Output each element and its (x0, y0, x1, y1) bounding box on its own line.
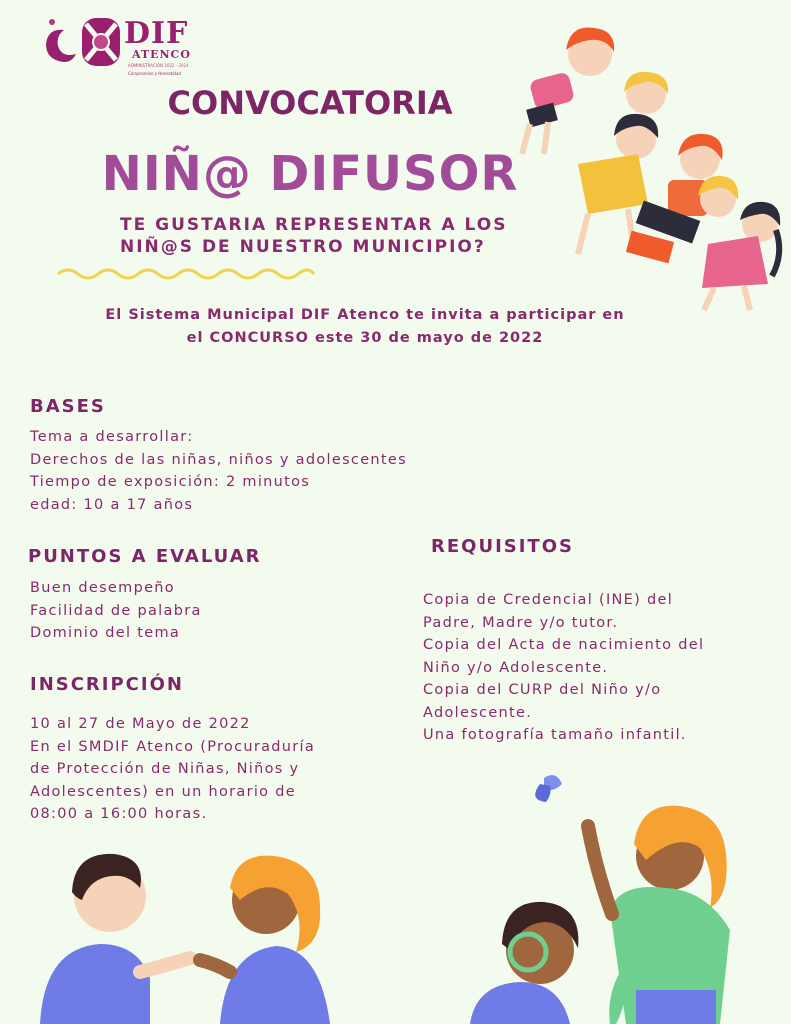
requisitos-list (423, 589, 783, 747)
inscripcion-line: Adolescentes) en un horario de (30, 783, 296, 800)
question-line: NIÑ@S DE NUESTRO MUNICIPIO? (120, 237, 486, 257)
requisitos-line: Copia de Credencial (INE) del (423, 592, 674, 608)
requisitos-line: Copia del CURP del Niño y/o (423, 682, 662, 698)
requisitos-line: Una fotografía tamaño infantil. (423, 727, 687, 743)
logo-admin-line: ADMINISTRACIÓN 2022 - 2024 (128, 63, 189, 68)
decorative-wave-icon (56, 264, 316, 284)
children-pinky-promise-illustration-icon (20, 848, 350, 1024)
requisitos-line: Niño y/o Adolescente. (423, 659, 609, 676)
bases-heading: BASES (30, 396, 106, 417)
puntos-line: Facilidad de palabra (30, 602, 202, 619)
bases-line: Derechos de las niñas, niños y adolescentes (30, 451, 407, 468)
bases-line: edad: 10 a 17 años (30, 496, 194, 513)
bases-list (30, 426, 500, 516)
puntos-line: Buen desempeño (30, 580, 175, 596)
invitation-line: El Sistema Municipal DIF Atenco te invita a participar en (105, 307, 625, 323)
logo-city: ATENCO (132, 48, 191, 61)
inscripcion-line: 10 al 27 de Mayo de 2022 (30, 716, 251, 732)
program-title: NIÑ@ DIFUSOR (101, 146, 519, 202)
bases-line: Tiempo de exposición: 2 minutos (30, 474, 311, 490)
inscripcion-line: En el SMDIF Atenco (Procuraduría (30, 738, 316, 755)
inscripcion-list (30, 713, 400, 826)
puntos-heading: PUNTOS A EVALUAR (28, 546, 262, 567)
logo-tagline: Compromiso y Honestidad (128, 71, 181, 76)
requisitos-line: Padre, Madre y/o tutor. (423, 614, 619, 631)
puntos-line: Dominio del tema (30, 625, 181, 641)
children-magnifier-butterfly-illustration-icon (440, 770, 791, 1024)
requisitos-heading: REQUISITOS (431, 536, 574, 557)
logo-brand: DIF (124, 16, 189, 51)
inscripcion-heading: INSCRIPCIÓN (30, 674, 184, 695)
dancing-children-illustration-icon (518, 14, 786, 314)
bases-line: Tema a desarrollar: (30, 429, 194, 445)
requisitos-line: Adolescente. (423, 704, 533, 721)
convocatoria-title: CONVOCATORIA (167, 84, 453, 122)
dif-logo (42, 14, 202, 74)
inscripcion-line: de Protección de Niñas, Niños y (30, 761, 300, 777)
puntos-list (30, 577, 390, 645)
dif-logo-symbol-icon (42, 14, 122, 70)
question-line: TE GUSTARIA REPRESENTAR A LOS (120, 215, 508, 235)
question-text (120, 214, 520, 258)
invitation-line: el CONCURSO este 30 de mayo de 2022 (186, 330, 544, 346)
inscripcion-line: 08:00 a 16:00 horas. (30, 806, 208, 822)
requisitos-line: Copia del Acta de nacimiento del (423, 637, 705, 653)
